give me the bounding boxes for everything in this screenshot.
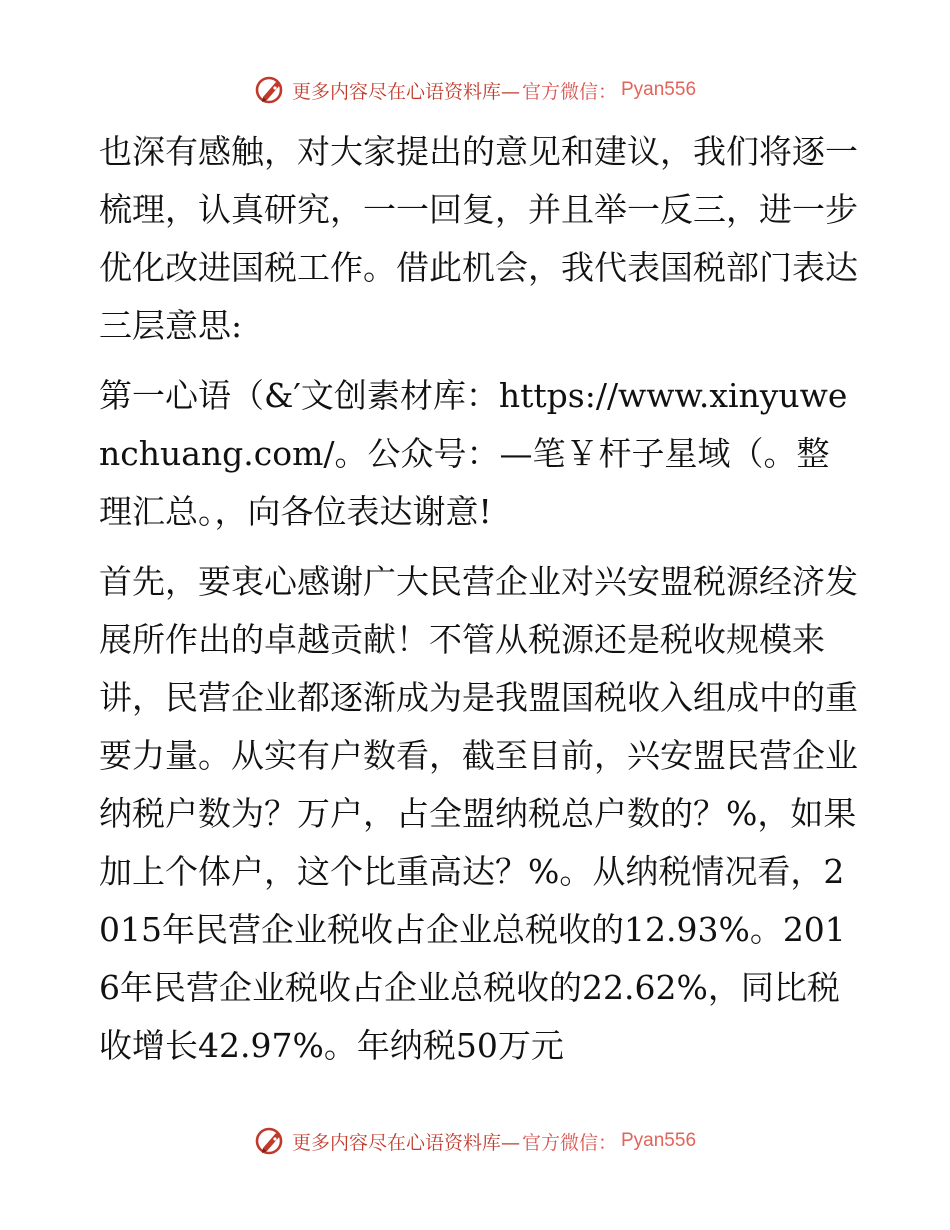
paragraph-3: 首先，要衷心感谢广大民营企业对兴安盟税源经济发展所作出的卓越贡献！不管从税源还是税收规模来讲，民营企业都逐渐成为是我盟国税收入组成中的重要力量。从实有户数看，截至目前，兴安盟民营企业纳税户数为？万户，占全盟纳税总户数的？%，如果加上个体户，这个比重高达？%。从纳税情况看，2015年民营企业税收占企业总税收的12.93%。2016年民营企业税收占企业总税收的22.62%，同比税收增长42.97%。年纳税50万元: [99, 562, 858, 1065]
document-body: [99, 123, 859, 1075]
header-banner: [0, 70, 950, 110]
header-wechat-id: Pyan556: [621, 79, 697, 100]
pen-circle-logo-icon: [254, 74, 286, 106]
footer-wechat-id: Pyan556: [621, 1130, 697, 1151]
header-banner-text: 更多内容尽在心语资料库—: [291, 80, 520, 103]
paragraph-2: 第一心语（&′文创素材库：https://www.xinyuwenchuang.com/。公众号：—笔￥杆子星域（。整理汇总。，向各位表达谢意!: [99, 376, 848, 531]
paragraph-1: 也深有感触，对大家提出的意见和建议，我们将逐一梳理，认真研究，一一回复，并且举一反三，进一步优化改进国税工作。借此机会，我代表国税部门表达三层意思:: [99, 132, 858, 345]
header-wechat-label: 官方微信：: [521, 80, 617, 103]
footer-wechat-label: 官方微信：: [521, 1131, 617, 1154]
footer-banner: [0, 1121, 950, 1161]
footer-banner-text: 更多内容尽在心语资料库—: [291, 1131, 520, 1154]
pen-circle-logo-icon: [254, 1125, 286, 1157]
